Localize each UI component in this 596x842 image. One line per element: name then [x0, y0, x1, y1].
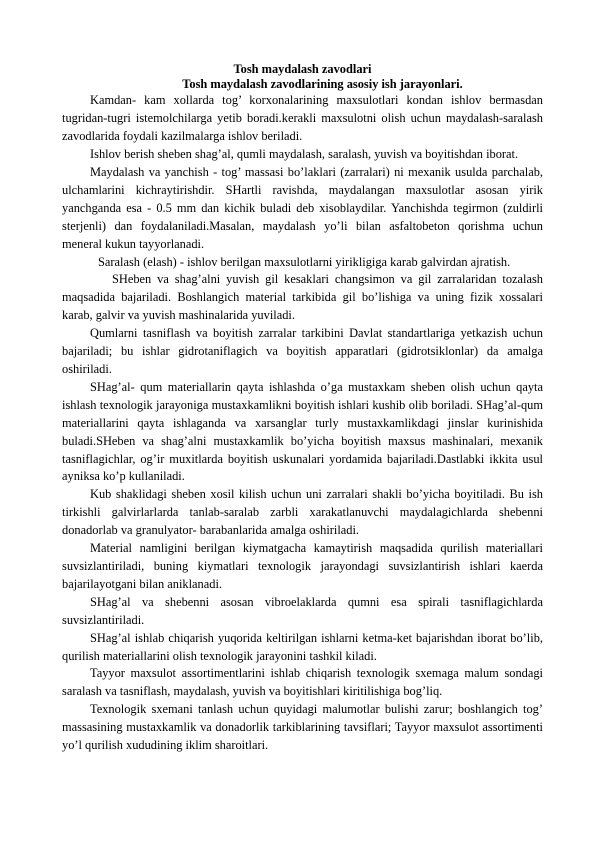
paragraph: Ishlov berish sheben shag’al, qumli maydalash, saralash, yuvish va boyitishdan iborat.	[90, 147, 519, 162]
paragraph: Kamdan- kam xollarda tog’ korxonalarining maxsulotlari kondan ishlov bermasdan tugridan-tugri istemolchilarga yetib boradi.kerakli maxsulotni olish uchun maydalash-saralash zavodlarida foydali kazilmalarga ishlov beriladi.	[62, 93, 543, 144]
paragraph: SHeben va shag’alni yuvish gil kesaklari changsimon va gil zarralaridan tozalash maqsadida bajariladi. Boshlangich material tarkibida gil bo’lishiga va uning fizik xossalari karab, galvir va yuvish mashinalarida yuviladi.	[62, 272, 543, 323]
paragraph: Texnologik sxemani tanlash uchun quyidagi malumotlar bulishi zarur; boshlangich tog’ massasining mustaxkamlik va donadorlik tarkiblarining tavsiflari; Tayyor maxsulot assortimenti yo’l qurilish xududining iklim sharoitlari.	[62, 702, 543, 753]
paragraph: SHag’al- qum materiallarin qayta ishlashda o’ga mustaxkam sheben olish uchun qayta ishlash texnologik jarayoniga mustaxkamlikni boyitish ishlari kushib olib boriladi. SHag’al-qum materiallarini qayta ishlaganda va xarsanglar turly mustaxkamlikdagi jinslar kurinishida buladi.SHeben va shag’alni mustaxkamlik bo’yicha boyitish maxsus mashinalari, mexanik tasniflagichlar, og’ir muxitlarda boyitish uskunalari yordamida bajariladi.Dastlabki ikkita usul ayniksa ko’p kullaniladi.	[62, 379, 543, 484]
paragraph: Maydalash va yanchish - tog’ massasi bo’laklari (zarralari) ni mexanik usulda parchalab, ulchamlarini kichraytirishdir. SHartli ravishda, maydalangan maxsulotlar asosan yirik yanchganda esa - 0.5 mm dan kichik buladi deb xisoblaydilar. Yanchishda tegirmon (zuldirli sterjenli) dan foydalaniladi.Masalan, maydalash yo’li bilan asfaltobeton qorishma uchun meneral kukun tayyorlanadi.	[62, 165, 543, 251]
paragraph: Saralash (elash) - ishlov berilgan maxsulotlarni yirikligiga karab galvirdan ajratish.	[98, 254, 511, 269]
paragraph: Tayyor maxsulot assortimentlarini ishlab chiqarish texnologik sxemaga malum sondagi saralash va tasniflash, maydalash, yuvish va boyitishlari kiritilishiga bog’liq.	[62, 666, 543, 699]
paragraph: Material namligini berilgan kiymatgacha kamaytirish maqsadida qurilish materiallari suvsizlantiriladi, buning kiymatlari texnologik jarayondagi suvsizlantirish ishlari kaerda bajarilayotgani bilan aniklanadi.	[62, 541, 543, 591]
paragraph: Kub shaklidagi sheben xosil kilish uchun uni zarralari shakli bo’yicha boyitiladi. Bu ish tirkishli galvirlarlarda tanlab-saralab zarbli xarakatlanuvchi maydalagichlarda shebenni donadorlab va granulyator- barabanlarida amalga oshiriladi.	[62, 487, 543, 538]
paragraph: Qumlarni tasniflash va boyitish zarralar tarkibini Davlat standartlariga yetkazish uchun bajariladi; bu ishlar gidrotaniflagich va boyitish apparatlari (gidrotsiklonlar) da amalga oshiriladi.	[62, 326, 543, 376]
paragraph: SHag’al va shebenni asosan vibroelaklarda qumni esa spirali tasniflagichlarda suvsizlantiriladi.	[62, 594, 543, 627]
document-body	[62, 62, 543, 755]
document-subtitle: Tosh maydalash zavodlarining asosiy ish jarayonlari.	[182, 77, 463, 92]
paragraph: SHag’al ishlab chiqarish yuqorida keltirilgan ishlarni ketma-ket bajarishdan iborat bo’lib, qurilish materiallarini olish texnologik jarayonini tashkil kiladi.	[62, 630, 543, 663]
document-title: Tosh maydalash zavodlari	[233, 62, 372, 76]
